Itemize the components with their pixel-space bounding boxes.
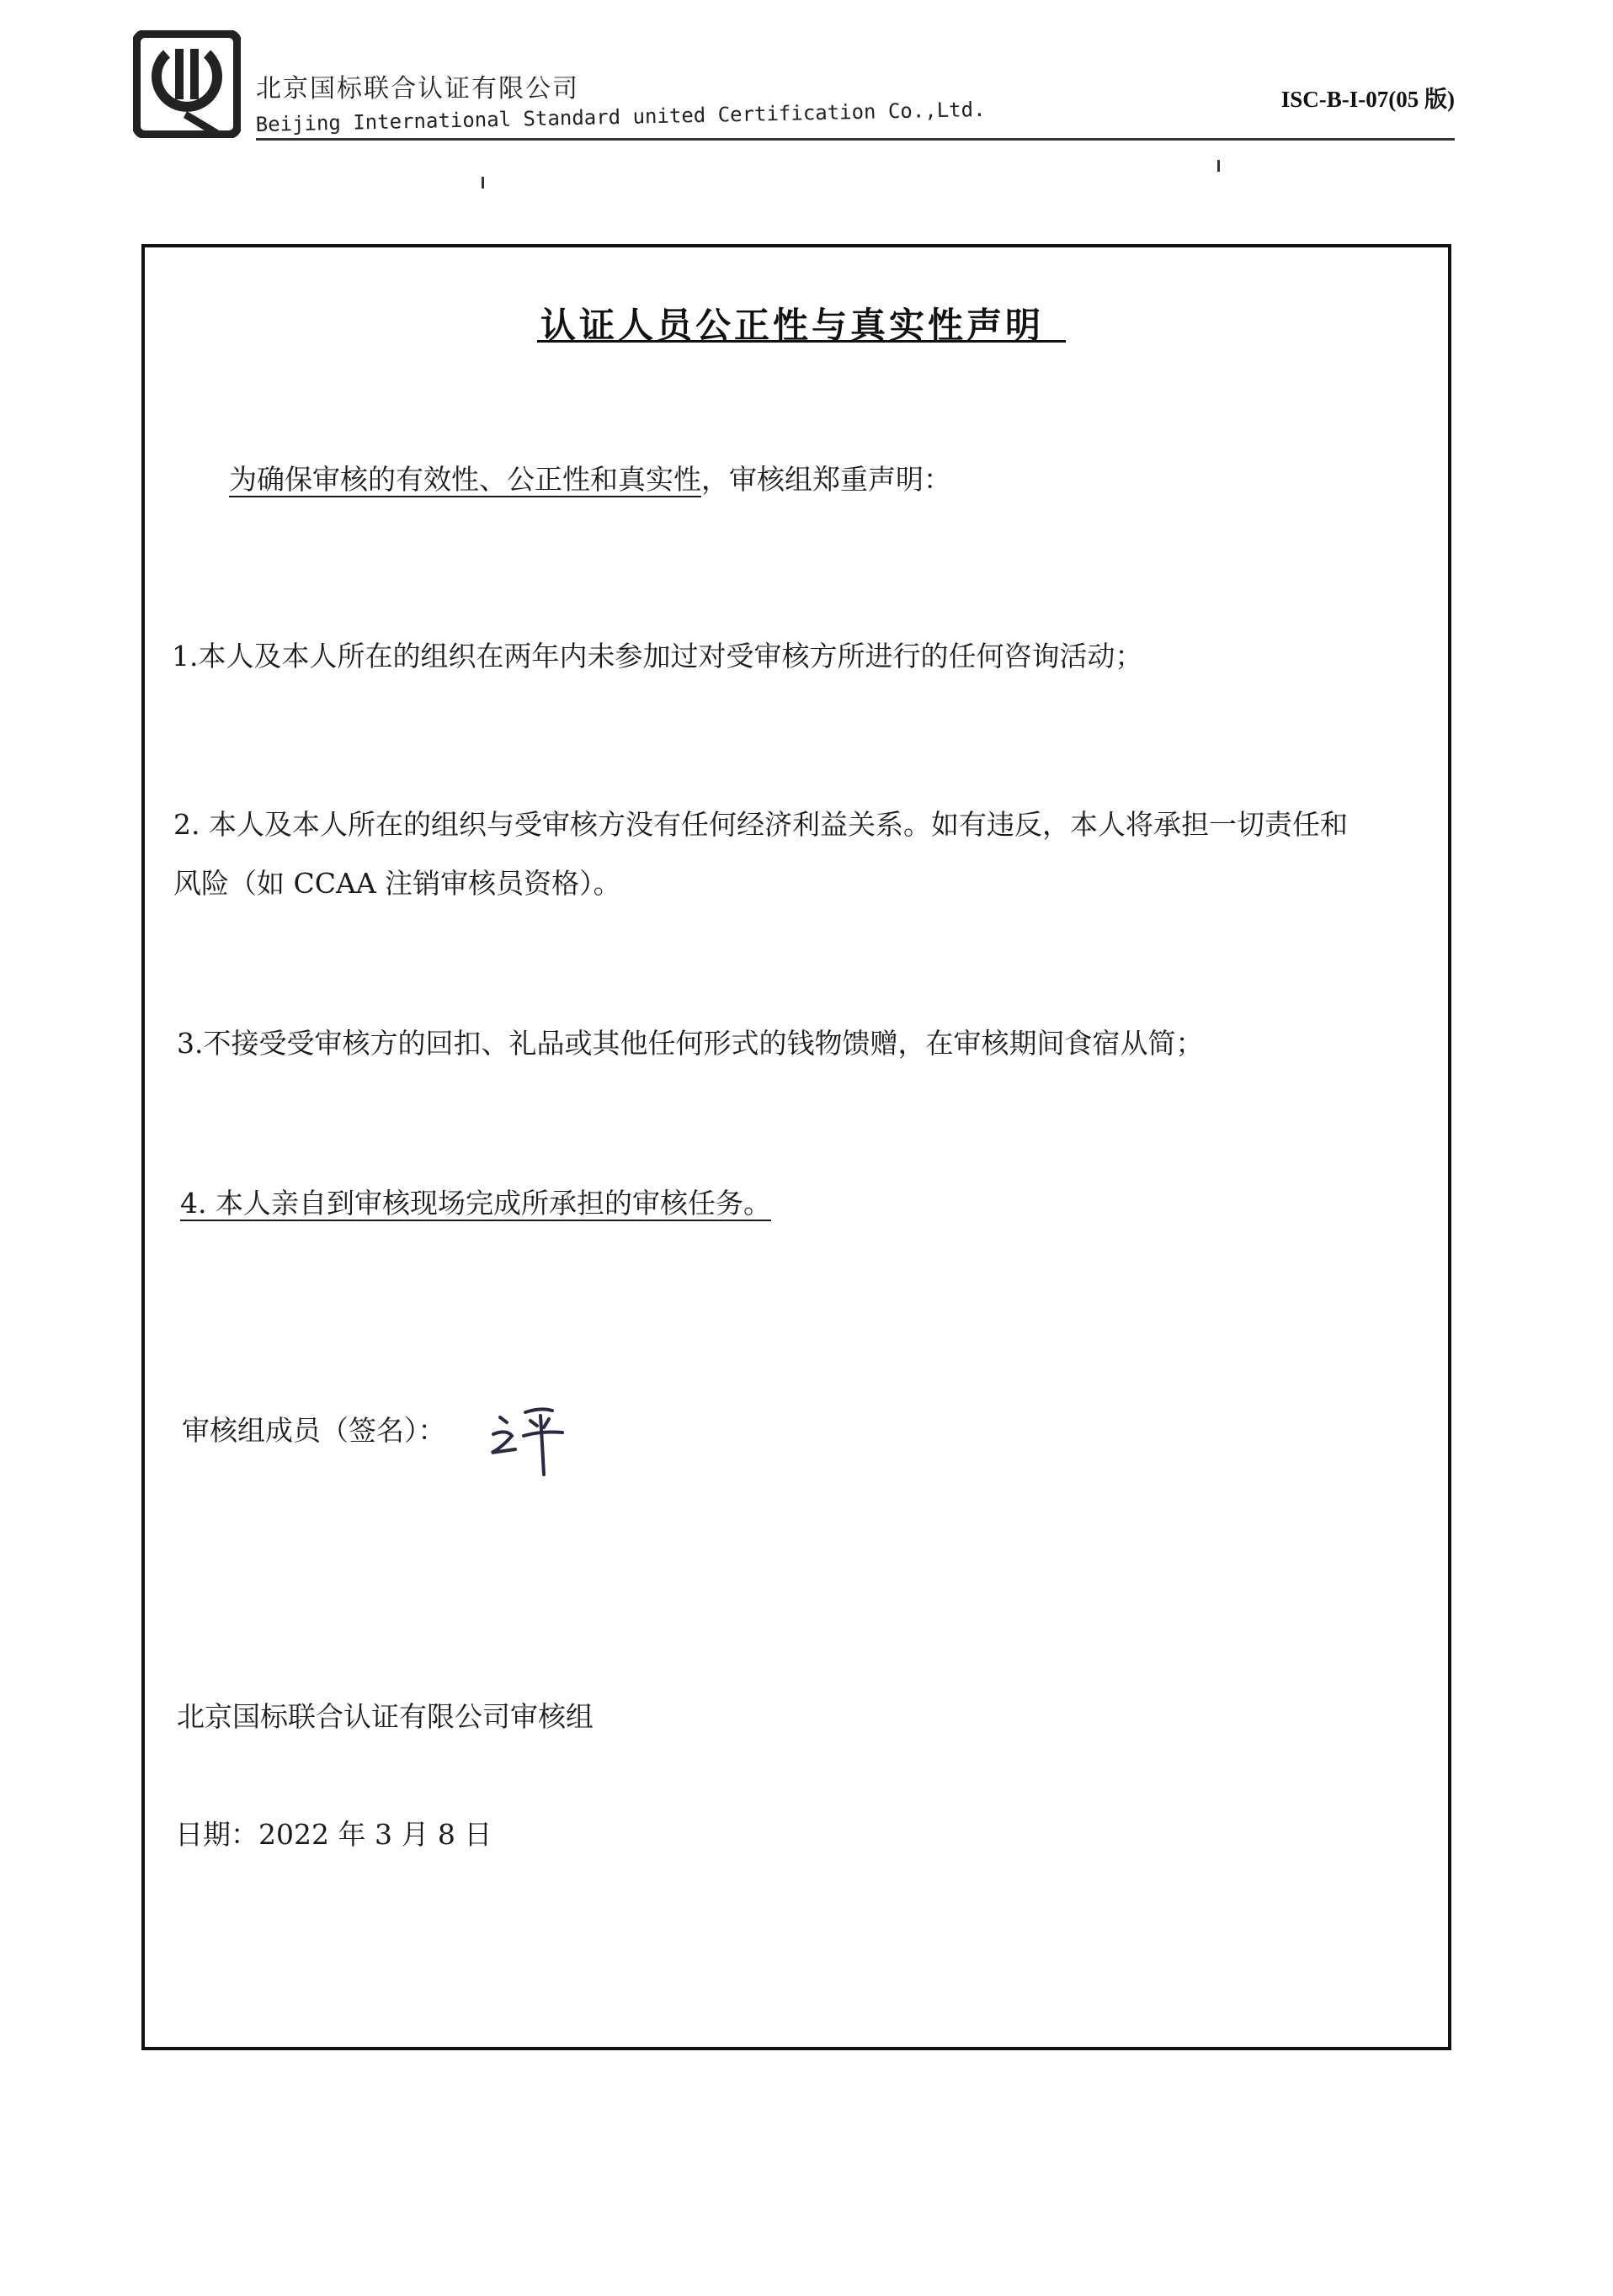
declaration-item-1: 1.本人及本人所在的组织在两年内未参加过对受审核方所进行的任何咨询活动； [172, 640, 1143, 672]
header-divider [256, 138, 1455, 141]
declaration-item-2-line-1: 2. 本人及本人所在的组织与受审核方没有任何经济利益关系。如有违反，本人将承担一切责任和 [173, 808, 1348, 841]
auditing-organization: 北京国标联合认证有限公司审核组 [177, 1700, 594, 1733]
company-name-english: Beijing International Standard united Certification Co.,Ltd. [255, 97, 986, 136]
declaration-form [141, 244, 1451, 2050]
intro-underlined-text: 为确保审核的有效性、公正性和真实性 [229, 463, 701, 496]
scan-mark [1217, 160, 1220, 172]
intro-rest-text: ，审核组郑重声明： [701, 463, 951, 496]
declaration-item-2-line-2: 风险（如 CCAA 注销审核员资格）。 [173, 867, 621, 900]
declaration-item-4: 4. 本人亲自到审核现场完成所承担的审核任务。 [180, 1187, 771, 1220]
company-name-chinese: 北京国标联合认证有限公司 [256, 74, 579, 104]
title-underline [537, 340, 1066, 343]
document-code: ISC-B-I-07(05 版) [1280, 87, 1455, 112]
declaration-item-3: 3.不接受受审核方的回扣、礼品或其他任何形式的钱物馈赠，在审核期间食宿从简； [177, 1027, 1204, 1060]
scan-mark [482, 177, 484, 189]
declaration-date: 日期：2022 年 3 月 8 日 [175, 1818, 492, 1851]
signature-label: 审核组成员（签名）： [182, 1414, 446, 1447]
intro-paragraph [229, 458, 951, 497]
handwritten-signature [482, 1400, 583, 1476]
declaration-title: 认证人员公正性与真实性声明 [540, 305, 1045, 346]
document-header [133, 30, 1455, 148]
company-logo-icon [133, 30, 241, 138]
